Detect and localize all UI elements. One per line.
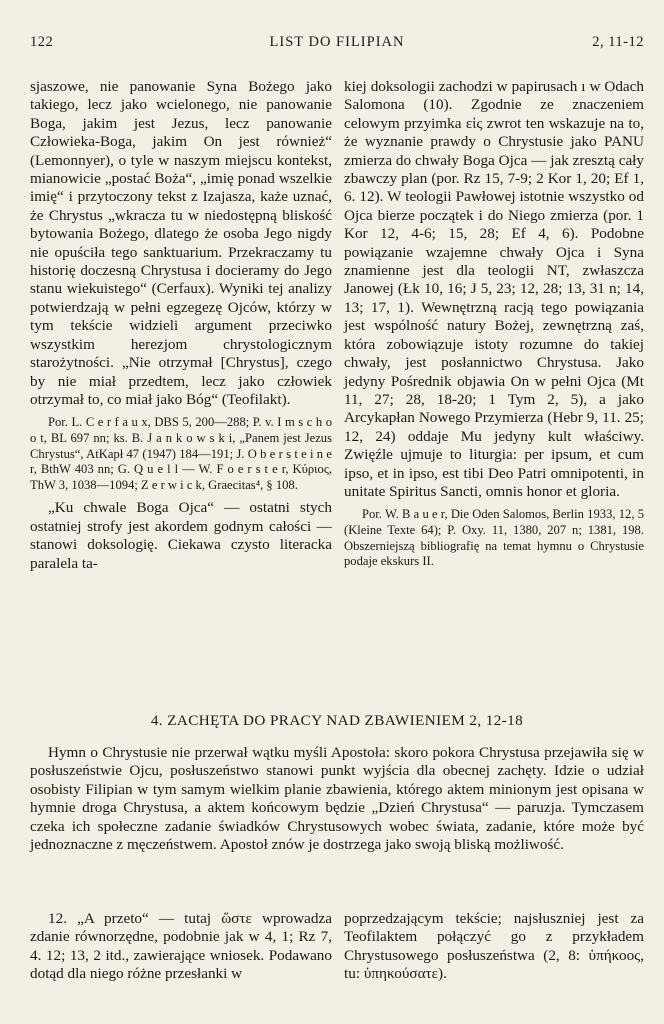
left-column-top: [30, 78, 332, 573]
body-paragraph: kiej doksologii zachodzi w papirusach ı w Odach Salomona (10). Zgodnie ze znaczeniem celowym przyimka εἰς zwrot ten wskazuje na to, że wyznanie prawdy o Chrystusie jako PANU zmierza do chwały Boga Ojca — jak zresztą cały zbawczy plan (por. Rz 15, 7-9; 2 Kor 1, 20; Ef 1, 6. 12). W teologii Pawłowej istotnie wszystko od Ojca bierze początek i do Niego zmierza (por. 1 Kor 12, 4-6; 15, 28; Ef 4, 6). Podobne powiązanie wzajemne chwały Ojca i Syna znamienne jest dla teologii NT, zwłaszcza Janowej (Łk 10, 16; J 5, 23; 12, 28; 13, 31 n; 14, 13; 17, 1). Wewnętrzną racją tego powiązania jest wspólność natury Bożej, zewnętrzną zaś, która zobowiązuje istoty rozumne do takiej chwały, jest posłannictwo Chrystusa. Jako jedyny Pośrednik objawia On w pełni Ojca (Mt 11, 27; 28, 18-20; 1 Tym 2, 5), a jako Arcykapłan Nowego Przymierza (Hebr 9, 11. 25; 12, 24) oddaje Mu jedyny kult właściwy. Zwięźle ujmuje to liturgia: per ipsum, et cum ipso, et in ipso, est tibi Deo Patri omnipotenti, in unitate Spiritus Sancti, omnis honor et gloria.: [344, 78, 644, 500]
bibliography-note: Por. W. B a u e r, Die Oden Salomos, Berlin 1933, 12, 5 (Kleine Texte 64); P. Oxy. 11, 1380, 207 n; 1381, 198. Obszerniejszą bibliografię na temat hymnu o Chrystusie podaje ekskurs II.: [344, 507, 644, 569]
body-paragraph: „Ku chwale Boga Ojca“ — ostatni stych ostatniej strofy jest akordem godnym całości — stanowi doksologię. Ciekawa czysto literacka paralela ta-: [30, 499, 332, 572]
bibliography-note: Por. L. C e r f a u x, DBS 5, 200—288; P. v. I m s c h o o t, BL 697 nn; ks. B. J a n k o w s k i, „Panem jest Jezus Chrystus“, AtKapł 47 (1947) 184—191; J. O b e r s t e i n e r, BthW 403 nn; G. Q u e l l — W. F o e r s t e r, Κύριος, ThW 3, 1038—1094; Z e r w i c k, Graecitas⁴, § 108.: [30, 415, 332, 492]
body-paragraph: sjaszowe, nie panowanie Syna Bożego jako takiego, lecz jako wcielonego, nie panowanie Boga, jakim jest Jezus, lecz panowanie Człowieka-Boga, jakim On jest również“ (Lemonnyer), o tyle w naszym miejscu kontekst, mianowicie „postać Boża“, „imię ponad wszelkie imię“ i przytoczony tekst z Izajasza, każe uznać, że Chrystus „wkracza tu w niedostępną bliskość bytowania Bożego, dlatego że osoba Jego nigdy nie opuściła tego sanktuarium. Przekraczamy tu historię doczesną Chrystusa i docieramy do Jego stanu wiekuistego“ (Cerfaux). Wyniki tej analizy potwierdzają w pełni egzegezę Ojców, którzy w tym tekście widzieli argument przeciwko wszystkim herezjom chrystologicznym starożytności. „Nie otrzymał [Chrystus], czego by nie miał przedtem, lecz jako człowiek otrzymał to, co miał jako Bóg“ (Teofilakt).: [30, 78, 332, 408]
intro-paragraph: Hymn o Chrystusie nie przerwał wątku myśli Apostoła: skoro pokora Chrystusa przejawiła się w posłuszeństwie Ojcu, posłuszeństwo stanowi punkt wyjścia dla obecnej zachęty. Idzie o udział osobisty Filipian w tym samym wielkim planie zbawienia, którego aktem minionym jest opisana w hymnie droga Chrystusa, a aktem końcowym będzie „Dzień Chrystusa“ — paruzja. Tymczasem czeka ich społeczne zadanie świadków Chrystusowych wobec świata, zadanie, które może być jednoznaczne z męczeństwem. Apostoł znów je dostrzega jako swoją bliską możliwość.: [30, 744, 644, 854]
body-paragraph: poprzedzającym tekście; najsłuszniej jest za Teofilaktem połączyć go z przykładem Chrystusowego posłuszeństwa (2, 8: ὑπήκοος, tu: ὑπηκούσατε).: [344, 910, 644, 983]
section-heading: 4. ZACHĘTA DO PRACY NAD ZBAWIENIEM 2, 12-18: [150, 712, 524, 729]
verse-reference: 2, 11-12: [592, 34, 644, 50]
body-paragraph: 12. „A przeto“ — tutaj ὥστε wprowadza zdanie równorzędne, podobnie jak w 4, 1; Rz 7, 4. 12; 13, 2 itd., zawierające wniosek. Podawano dotąd dla niego różne przesłanki w: [30, 910, 332, 983]
right-column-top: [344, 78, 644, 570]
running-header: [30, 34, 644, 56]
left-column-bottom: [30, 910, 332, 984]
page-number: 122: [30, 34, 54, 50]
right-column-bottom: [344, 910, 644, 984]
running-title: LIST DO FILIPIAN: [269, 34, 405, 50]
